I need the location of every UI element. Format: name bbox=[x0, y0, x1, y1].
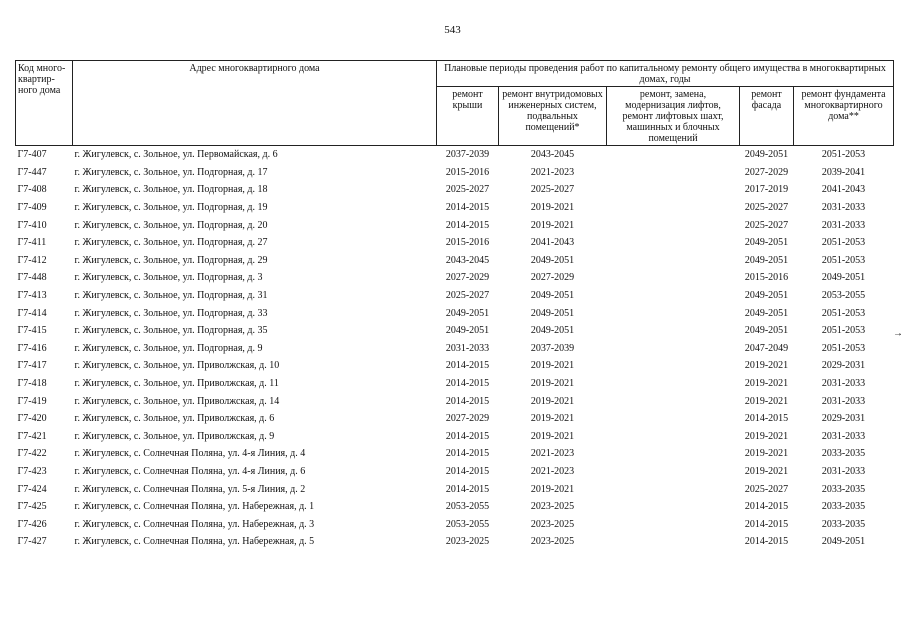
column-header-lifts: ремонт, замена, модернизация лифтов, ремонт лифтовых шахт, машинных и блочных помещений bbox=[607, 87, 740, 146]
cell-code: Г7-419 bbox=[17, 395, 47, 407]
table-row bbox=[16, 463, 894, 481]
cell-facade: 2019-2021 bbox=[744, 360, 789, 372]
cell-roof: 2027-2029 bbox=[445, 413, 490, 425]
cell-roof: 2015-2016 bbox=[445, 237, 490, 249]
cell-systems: 2019-2021 bbox=[530, 378, 575, 390]
table-row bbox=[16, 322, 894, 340]
cell-foundation: 2051-2053 bbox=[821, 342, 866, 354]
cell-roof: 2014-2015 bbox=[445, 430, 490, 442]
cell-code: Г7-425 bbox=[17, 501, 47, 513]
column-header-code: Код много-квартир-ного дома bbox=[16, 61, 73, 146]
cell-foundation: 2041-2043 bbox=[821, 184, 866, 196]
cell-lifts bbox=[607, 181, 740, 199]
cell-foundation: 2051-2053 bbox=[821, 254, 866, 266]
column-header-foundation: ремонт фундамента многоквартирного дома** bbox=[794, 87, 894, 146]
cell-foundation: 2049-2051 bbox=[821, 272, 866, 284]
cell-facade: 2019-2021 bbox=[744, 448, 789, 460]
cell-address: г. Жигулевск, с. Зольное, ул. Приволжская, д. 14 bbox=[74, 395, 280, 407]
cell-lifts bbox=[607, 234, 740, 252]
table-row bbox=[16, 375, 894, 393]
cell-systems: 2023-2025 bbox=[530, 501, 575, 513]
cell-code: Г7-448 bbox=[17, 272, 47, 284]
cell-address: г. Жигулевск, с. Зольное, ул. Первомайская, д. 6 bbox=[74, 149, 278, 161]
cell-foundation: 2039-2041 bbox=[821, 166, 866, 178]
cell-facade: 2049-2051 bbox=[744, 237, 789, 249]
cell-code: Г7-408 bbox=[17, 184, 47, 196]
cell-roof: 2014-2015 bbox=[445, 219, 490, 231]
side-mark: → bbox=[893, 328, 903, 339]
cell-foundation: 2033-2035 bbox=[821, 448, 866, 460]
cell-foundation: 2031-2033 bbox=[821, 395, 866, 407]
cell-code: Г7-414 bbox=[17, 307, 47, 319]
cell-systems: 2019-2021 bbox=[530, 483, 575, 495]
cell-code: Г7-422 bbox=[17, 448, 47, 460]
cell-roof: 2053-2055 bbox=[445, 501, 490, 513]
cell-systems: 2037-2039 bbox=[530, 342, 575, 354]
cell-roof: 2015-2016 bbox=[445, 166, 490, 178]
cell-systems: 2019-2021 bbox=[530, 395, 575, 407]
cell-lifts bbox=[607, 269, 740, 287]
cell-facade: 2049-2051 bbox=[744, 325, 789, 337]
header-row-top bbox=[16, 61, 894, 87]
table-row bbox=[16, 533, 894, 551]
cell-address: г. Жигулевск, с. Солнечная Поляна, ул. Набережная, д. 3 bbox=[74, 518, 315, 530]
cell-address: г. Жигулевск, с. Зольное, ул. Подгорная, д. 35 bbox=[74, 325, 268, 337]
cell-systems: 2027-2029 bbox=[530, 272, 575, 284]
table-row bbox=[16, 340, 894, 358]
cell-lifts bbox=[607, 445, 740, 463]
cell-code: Г7-426 bbox=[17, 518, 47, 530]
cell-lifts bbox=[607, 252, 740, 270]
table-row bbox=[16, 428, 894, 446]
cell-roof: 2037-2039 bbox=[445, 149, 490, 161]
cell-lifts bbox=[607, 480, 740, 498]
table-row bbox=[16, 287, 894, 305]
cell-foundation: 2051-2053 bbox=[821, 325, 866, 337]
cell-facade: 2049-2051 bbox=[744, 307, 789, 319]
cell-foundation: 2033-2035 bbox=[821, 518, 866, 530]
cell-lifts bbox=[607, 375, 740, 393]
cell-facade: 2017-2019 bbox=[744, 184, 789, 196]
table-row bbox=[16, 146, 894, 164]
cell-systems: 2019-2021 bbox=[530, 360, 575, 372]
cell-systems: 2023-2025 bbox=[530, 536, 575, 548]
cell-address: г. Жигулевск, с. Зольное, ул. Подгорная, д. 20 bbox=[74, 219, 268, 231]
cell-facade: 2049-2051 bbox=[744, 290, 789, 302]
table-row bbox=[16, 181, 894, 199]
cell-roof: 2014-2015 bbox=[445, 465, 490, 477]
cell-address: г. Жигулевск, с. Зольное, ул. Подгорная, д. 19 bbox=[74, 202, 268, 214]
cell-systems: 2019-2021 bbox=[530, 413, 575, 425]
cell-lifts bbox=[607, 164, 740, 182]
cell-systems: 2019-2021 bbox=[530, 430, 575, 442]
column-header-periods: Плановые периоды проведения работ по капитальному ремонту общего имущества в многоквартирных домах, годы bbox=[437, 61, 894, 87]
cell-code: Г7-415 bbox=[17, 325, 47, 337]
cell-address: г. Жигулевск, с. Зольное, ул. Подгорная, д. 17 bbox=[74, 166, 268, 178]
cell-lifts bbox=[607, 533, 740, 551]
cell-address: г. Жигулевск, с. Зольное, ул. Подгорная, д. 18 bbox=[74, 184, 268, 196]
cell-systems: 2049-2051 bbox=[530, 325, 575, 337]
cell-address: г. Жигулевск, с. Зольное, ул. Подгорная, д. 3 bbox=[74, 272, 263, 284]
cell-facade: 2019-2021 bbox=[744, 378, 789, 390]
cell-facade: 2014-2015 bbox=[744, 536, 789, 548]
cell-address: г. Жигулевск, с. Солнечная Поляна, ул. 4-я Линия, д. 6 bbox=[74, 465, 306, 477]
cell-roof: 2049-2051 bbox=[445, 307, 490, 319]
cell-address: г. Жигулевск, с. Солнечная Поляна, ул. 4-я Линия, д. 4 bbox=[74, 448, 306, 460]
cell-code: Г7-409 bbox=[17, 202, 47, 214]
cell-address: г. Жигулевск, с. Зольное, ул. Подгорная, д. 31 bbox=[74, 290, 268, 302]
cell-facade: 2025-2027 bbox=[744, 483, 789, 495]
table-row bbox=[16, 498, 894, 516]
cell-facade: 2014-2015 bbox=[744, 518, 789, 530]
column-header-address: Адрес многоквартирного дома bbox=[73, 61, 437, 146]
cell-lifts bbox=[607, 463, 740, 481]
cell-code: Г7-418 bbox=[17, 378, 47, 390]
cell-lifts bbox=[607, 515, 740, 533]
cell-code: Г7-417 bbox=[17, 360, 47, 372]
cell-foundation: 2031-2033 bbox=[821, 465, 866, 477]
cell-lifts bbox=[607, 287, 740, 305]
table-body bbox=[16, 146, 894, 551]
cell-systems: 2021-2023 bbox=[530, 448, 575, 460]
cell-roof: 2014-2015 bbox=[445, 378, 490, 390]
cell-code: Г7-410 bbox=[17, 219, 47, 231]
cell-facade: 2049-2051 bbox=[744, 149, 789, 161]
cell-code: Г7-447 bbox=[17, 166, 47, 178]
cell-lifts bbox=[607, 199, 740, 217]
cell-facade: 2025-2027 bbox=[744, 219, 789, 231]
table-row bbox=[16, 164, 894, 182]
column-header-facade: ремонт фасада bbox=[740, 87, 794, 146]
cell-foundation: 2031-2033 bbox=[821, 202, 866, 214]
cell-lifts bbox=[607, 340, 740, 358]
cell-code: Г7-411 bbox=[17, 237, 47, 249]
cell-address: г. Жигулевск, с. Зольное, ул. Подгорная, д. 27 bbox=[74, 237, 268, 249]
cell-facade: 2049-2051 bbox=[744, 254, 789, 266]
page-number: 543 bbox=[444, 24, 461, 36]
cell-roof: 2014-2015 bbox=[445, 360, 490, 372]
cell-foundation: 2051-2053 bbox=[821, 149, 866, 161]
cell-foundation: 2033-2035 bbox=[821, 483, 866, 495]
cell-code: Г7-420 bbox=[17, 413, 47, 425]
cell-lifts bbox=[607, 216, 740, 234]
table-row bbox=[16, 304, 894, 322]
cell-address: г. Жигулевск, с. Зольное, ул. Подгорная, д. 33 bbox=[74, 307, 268, 319]
cell-facade: 2027-2029 bbox=[744, 166, 789, 178]
cell-lifts bbox=[607, 357, 740, 375]
cell-foundation: 2031-2033 bbox=[821, 430, 866, 442]
cell-address: г. Жигулевск, с. Солнечная Поляна, ул. Набережная, д. 1 bbox=[74, 501, 315, 513]
cell-roof: 2014-2015 bbox=[445, 448, 490, 460]
cell-systems: 2041-2043 bbox=[530, 237, 575, 249]
cell-code: Г7-416 bbox=[17, 342, 47, 354]
cell-roof: 2025-2027 bbox=[445, 290, 490, 302]
cell-foundation: 2051-2053 bbox=[821, 307, 866, 319]
cell-foundation: 2053-2055 bbox=[821, 290, 866, 302]
cell-address: г. Жигулевск, с. Зольное, ул. Приволжская, д. 11 bbox=[74, 378, 279, 390]
cell-lifts bbox=[607, 498, 740, 516]
cell-code: Г7-407 bbox=[17, 149, 47, 161]
cell-systems: 2021-2023 bbox=[530, 465, 575, 477]
cell-systems: 2049-2051 bbox=[530, 307, 575, 319]
cell-address: г. Жигулевск, с. Солнечная Поляна, ул. Набережная, д. 5 bbox=[74, 536, 315, 548]
table-row bbox=[16, 199, 894, 217]
cell-foundation: 2049-2051 bbox=[821, 536, 866, 548]
cell-lifts bbox=[607, 410, 740, 428]
cell-systems: 2049-2051 bbox=[530, 254, 575, 266]
table-row bbox=[16, 410, 894, 428]
cell-lifts bbox=[607, 392, 740, 410]
cell-roof: 2014-2015 bbox=[445, 483, 490, 495]
cell-roof: 2025-2027 bbox=[445, 184, 490, 196]
cell-facade: 2019-2021 bbox=[744, 395, 789, 407]
cell-address: г. Жигулевск, с. Зольное, ул. Приволжская, д. 10 bbox=[74, 360, 280, 372]
table-row bbox=[16, 480, 894, 498]
cell-facade: 2014-2015 bbox=[744, 413, 789, 425]
cell-roof: 2049-2051 bbox=[445, 325, 490, 337]
table-row bbox=[16, 392, 894, 410]
cell-address: г. Жигулевск, с. Зольное, ул. Приволжская, д. 9 bbox=[74, 430, 275, 442]
cell-foundation: 2033-2035 bbox=[821, 501, 866, 513]
cell-foundation: 2031-2033 bbox=[821, 219, 866, 231]
cell-code: Г7-413 bbox=[17, 290, 47, 302]
cell-lifts bbox=[607, 322, 740, 340]
cell-address: г. Жигулевск, с. Зольное, ул. Подгорная, д. 9 bbox=[74, 342, 263, 354]
table-row bbox=[16, 445, 894, 463]
table-row bbox=[16, 269, 894, 287]
cell-code: Г7-412 bbox=[17, 254, 47, 266]
cell-foundation: 2051-2053 bbox=[821, 237, 866, 249]
column-header-roof: ремонт крыши bbox=[437, 87, 499, 146]
cell-systems: 2021-2023 bbox=[530, 166, 575, 178]
cell-address: г. Жигулевск, с. Зольное, ул. Подгорная, д. 29 bbox=[74, 254, 268, 266]
cell-foundation: 2029-2031 bbox=[821, 360, 866, 372]
cell-facade: 2015-2016 bbox=[744, 272, 789, 284]
cell-lifts bbox=[607, 146, 740, 164]
cell-facade: 2019-2021 bbox=[744, 465, 789, 477]
cell-code: Г7-423 bbox=[17, 465, 47, 477]
cell-lifts bbox=[607, 304, 740, 322]
table-row bbox=[16, 357, 894, 375]
capital-repair-table bbox=[15, 60, 894, 551]
cell-code: Г7-427 bbox=[17, 536, 47, 548]
cell-roof: 2043-2045 bbox=[445, 254, 490, 266]
cell-systems: 2019-2021 bbox=[530, 219, 575, 231]
cell-roof: 2027-2029 bbox=[445, 272, 490, 284]
table-row bbox=[16, 234, 894, 252]
cell-systems: 2025-2027 bbox=[530, 184, 575, 196]
cell-systems: 2043-2045 bbox=[530, 149, 575, 161]
cell-facade: 2047-2049 bbox=[744, 342, 789, 354]
cell-systems: 2019-2021 bbox=[530, 202, 575, 214]
table-row bbox=[16, 216, 894, 234]
cell-roof: 2014-2015 bbox=[445, 395, 490, 407]
cell-systems: 2049-2051 bbox=[530, 290, 575, 302]
cell-roof: 2031-2033 bbox=[445, 342, 490, 354]
table-row bbox=[16, 252, 894, 270]
table-row bbox=[16, 515, 894, 533]
cell-code: Г7-424 bbox=[17, 483, 47, 495]
cell-lifts bbox=[607, 428, 740, 446]
cell-facade: 2025-2027 bbox=[744, 202, 789, 214]
cell-facade: 2019-2021 bbox=[744, 430, 789, 442]
cell-address: г. Жигулевск, с. Солнечная Поляна, ул. 5-я Линия, д. 2 bbox=[74, 483, 306, 495]
cell-address: г. Жигулевск, с. Зольное, ул. Приволжская, д. 6 bbox=[74, 413, 275, 425]
cell-facade: 2014-2015 bbox=[744, 501, 789, 513]
cell-roof: 2053-2055 bbox=[445, 518, 490, 530]
cell-foundation: 2029-2031 bbox=[821, 413, 866, 425]
cell-systems: 2023-2025 bbox=[530, 518, 575, 530]
cell-code: Г7-421 bbox=[17, 430, 47, 442]
cell-foundation: 2031-2033 bbox=[821, 378, 866, 390]
cell-roof: 2014-2015 bbox=[445, 202, 490, 214]
column-header-systems: ремонт внутридомовых инженерных систем, подвальных помещений* bbox=[499, 87, 607, 146]
cell-roof: 2023-2025 bbox=[445, 536, 490, 548]
